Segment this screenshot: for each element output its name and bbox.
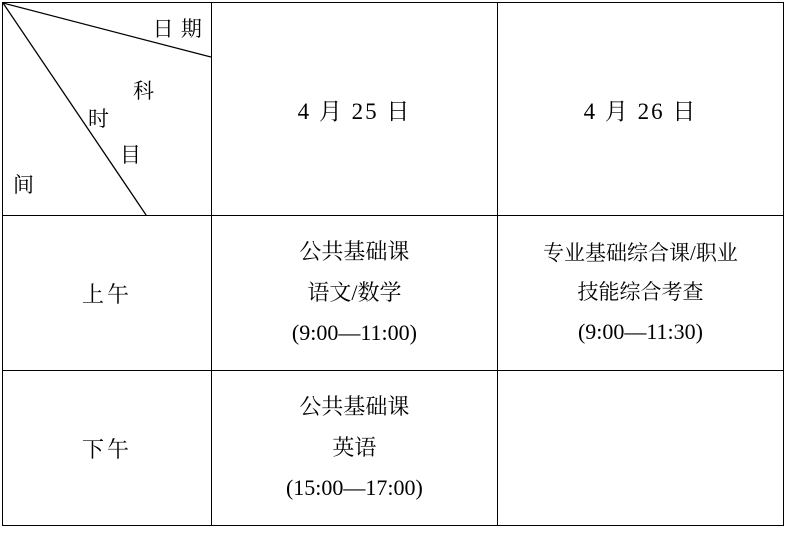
corner-header-cell	[3, 3, 212, 216]
corner-date-label: 日 期	[152, 17, 203, 41]
cell-content	[212, 232, 497, 354]
cell-morning-day1	[211, 216, 497, 371]
table-row-afternoon	[3, 371, 784, 526]
corner-subject-char-1: 科	[133, 79, 155, 104]
cell-morning-day2	[497, 216, 783, 371]
corner-time-label	[13, 83, 110, 246]
cell-content	[212, 387, 497, 509]
corner-subject-char-2: 目	[120, 143, 142, 168]
table-row-morning	[3, 216, 784, 371]
cell-line-3: (9:00—11:30)	[577, 318, 703, 344]
cell-line-1: 公共基础课	[299, 238, 410, 264]
cell-afternoon-day2	[497, 371, 783, 526]
corner-time-char-2: 间	[13, 173, 35, 198]
cell-line-3: (15:00—17:00)	[285, 475, 423, 501]
corner-time-char-1: 时	[88, 107, 110, 132]
table-header-row	[3, 3, 784, 216]
day-header-1: 4 月 25 日	[211, 3, 497, 216]
session-label-afternoon: 下午	[3, 371, 212, 526]
exam-schedule-table	[2, 2, 784, 526]
cell-content	[498, 234, 783, 352]
day-header-2: 4 月 26 日	[497, 3, 783, 216]
cell-line-2: 英语	[332, 434, 377, 460]
cell-line-2: 语文/数学	[307, 279, 402, 305]
cell-line-1: 专业基础综合课/职业	[543, 240, 738, 265]
cell-line-1: 公共基础课	[299, 393, 410, 419]
cell-line-3: (9:00—11:00)	[291, 320, 417, 346]
cell-line-2: 技能综合考查	[577, 279, 704, 304]
session-label-morning: 上午	[3, 216, 212, 371]
cell-afternoon-day1	[211, 371, 497, 526]
